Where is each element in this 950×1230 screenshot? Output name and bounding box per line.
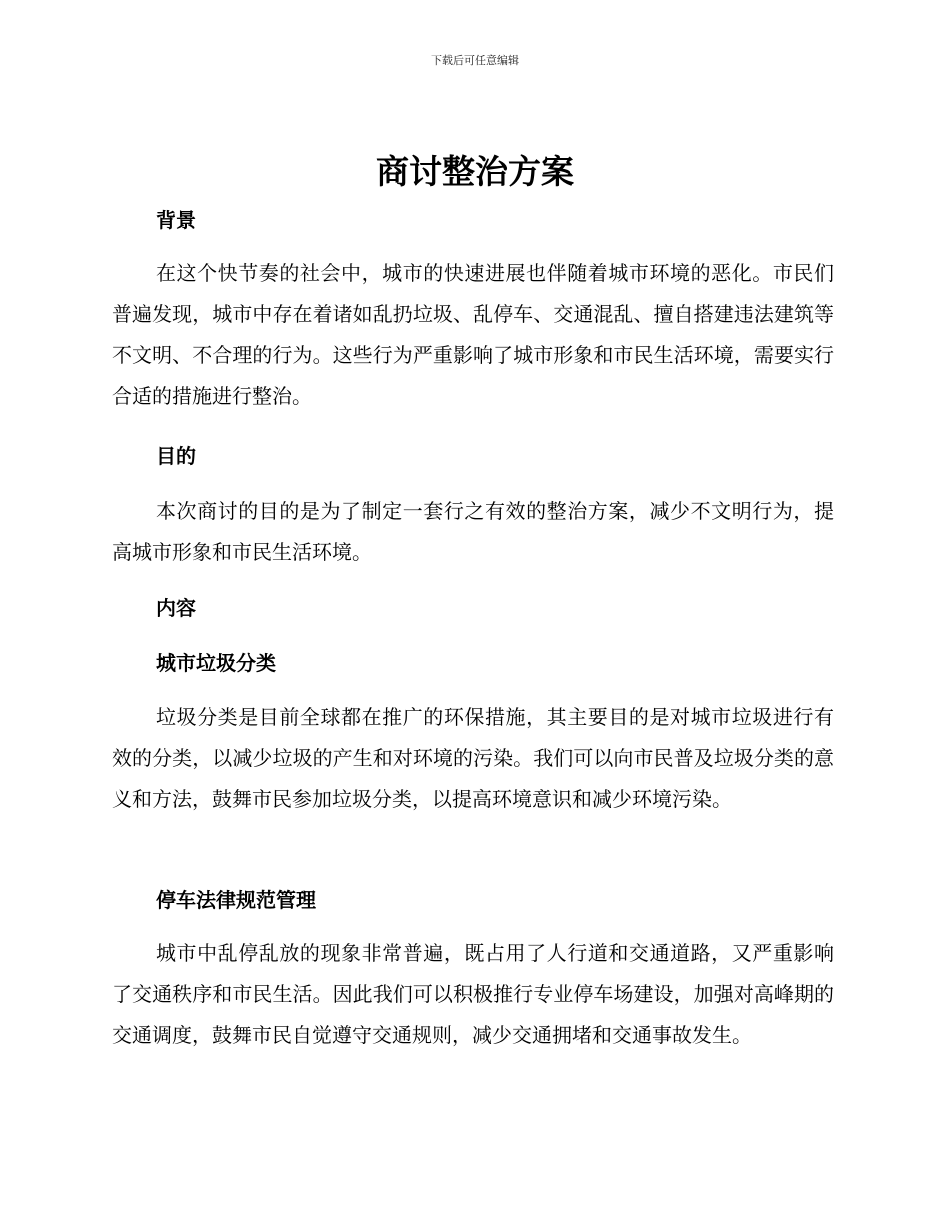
section-paragraph-background: 在这个快节奏的社会中，城市的快速进展也伴随着城市环境的恶化。市民们普遍发现，城市中存在着诸如乱扔垃圾、乱停车、交通混乱、擅自搭建违法建筑等不文明、不合理的行为。这些行为严重影响了城市形象和市民生活环境，需要实行合适的措施进行整治。: [112, 261, 834, 408]
section-heading-content: 内容: [156, 596, 196, 620]
section-heading-garbage-sorting: 城市垃圾分类: [156, 651, 276, 675]
section-paragraph-garbage-sorting: 垃圾分类是目前全球都在推广的环保措施，其主要目的是对城市垃圾进行有效的分类，以减少垃圾的产生和对环境的污染。我们可以向市民普及垃圾分类的意义和方法，鼓舞市民参加垃圾分类，以提高环境意识和减少环境污染。: [112, 705, 834, 811]
section-paragraph-parking-management: 城市中乱停乱放的现象非常普遍，既占用了人行道和交通道路，又严重影响了交通秩序和市民生活。因此我们可以积极推行专业停车场建设，加强对高峰期的交通调度，鼓舞市民自觉遵守交通规则，减少交通拥堵和交通事故发生。: [112, 941, 834, 1047]
section-heading-purpose: 目的: [156, 444, 196, 468]
section-heading-parking-management: 停车法律规范管理: [156, 888, 316, 912]
document-title: 商讨整治方案: [376, 152, 574, 191]
section-paragraph-purpose: 本次商讨的目的是为了制定一套行之有效的整治方案，减少不文明行为，提高城市形象和市民生活环境。: [112, 499, 834, 564]
section-heading-background: 背景: [156, 208, 196, 232]
page-header-note: 下载后可任意编辑: [431, 54, 519, 67]
